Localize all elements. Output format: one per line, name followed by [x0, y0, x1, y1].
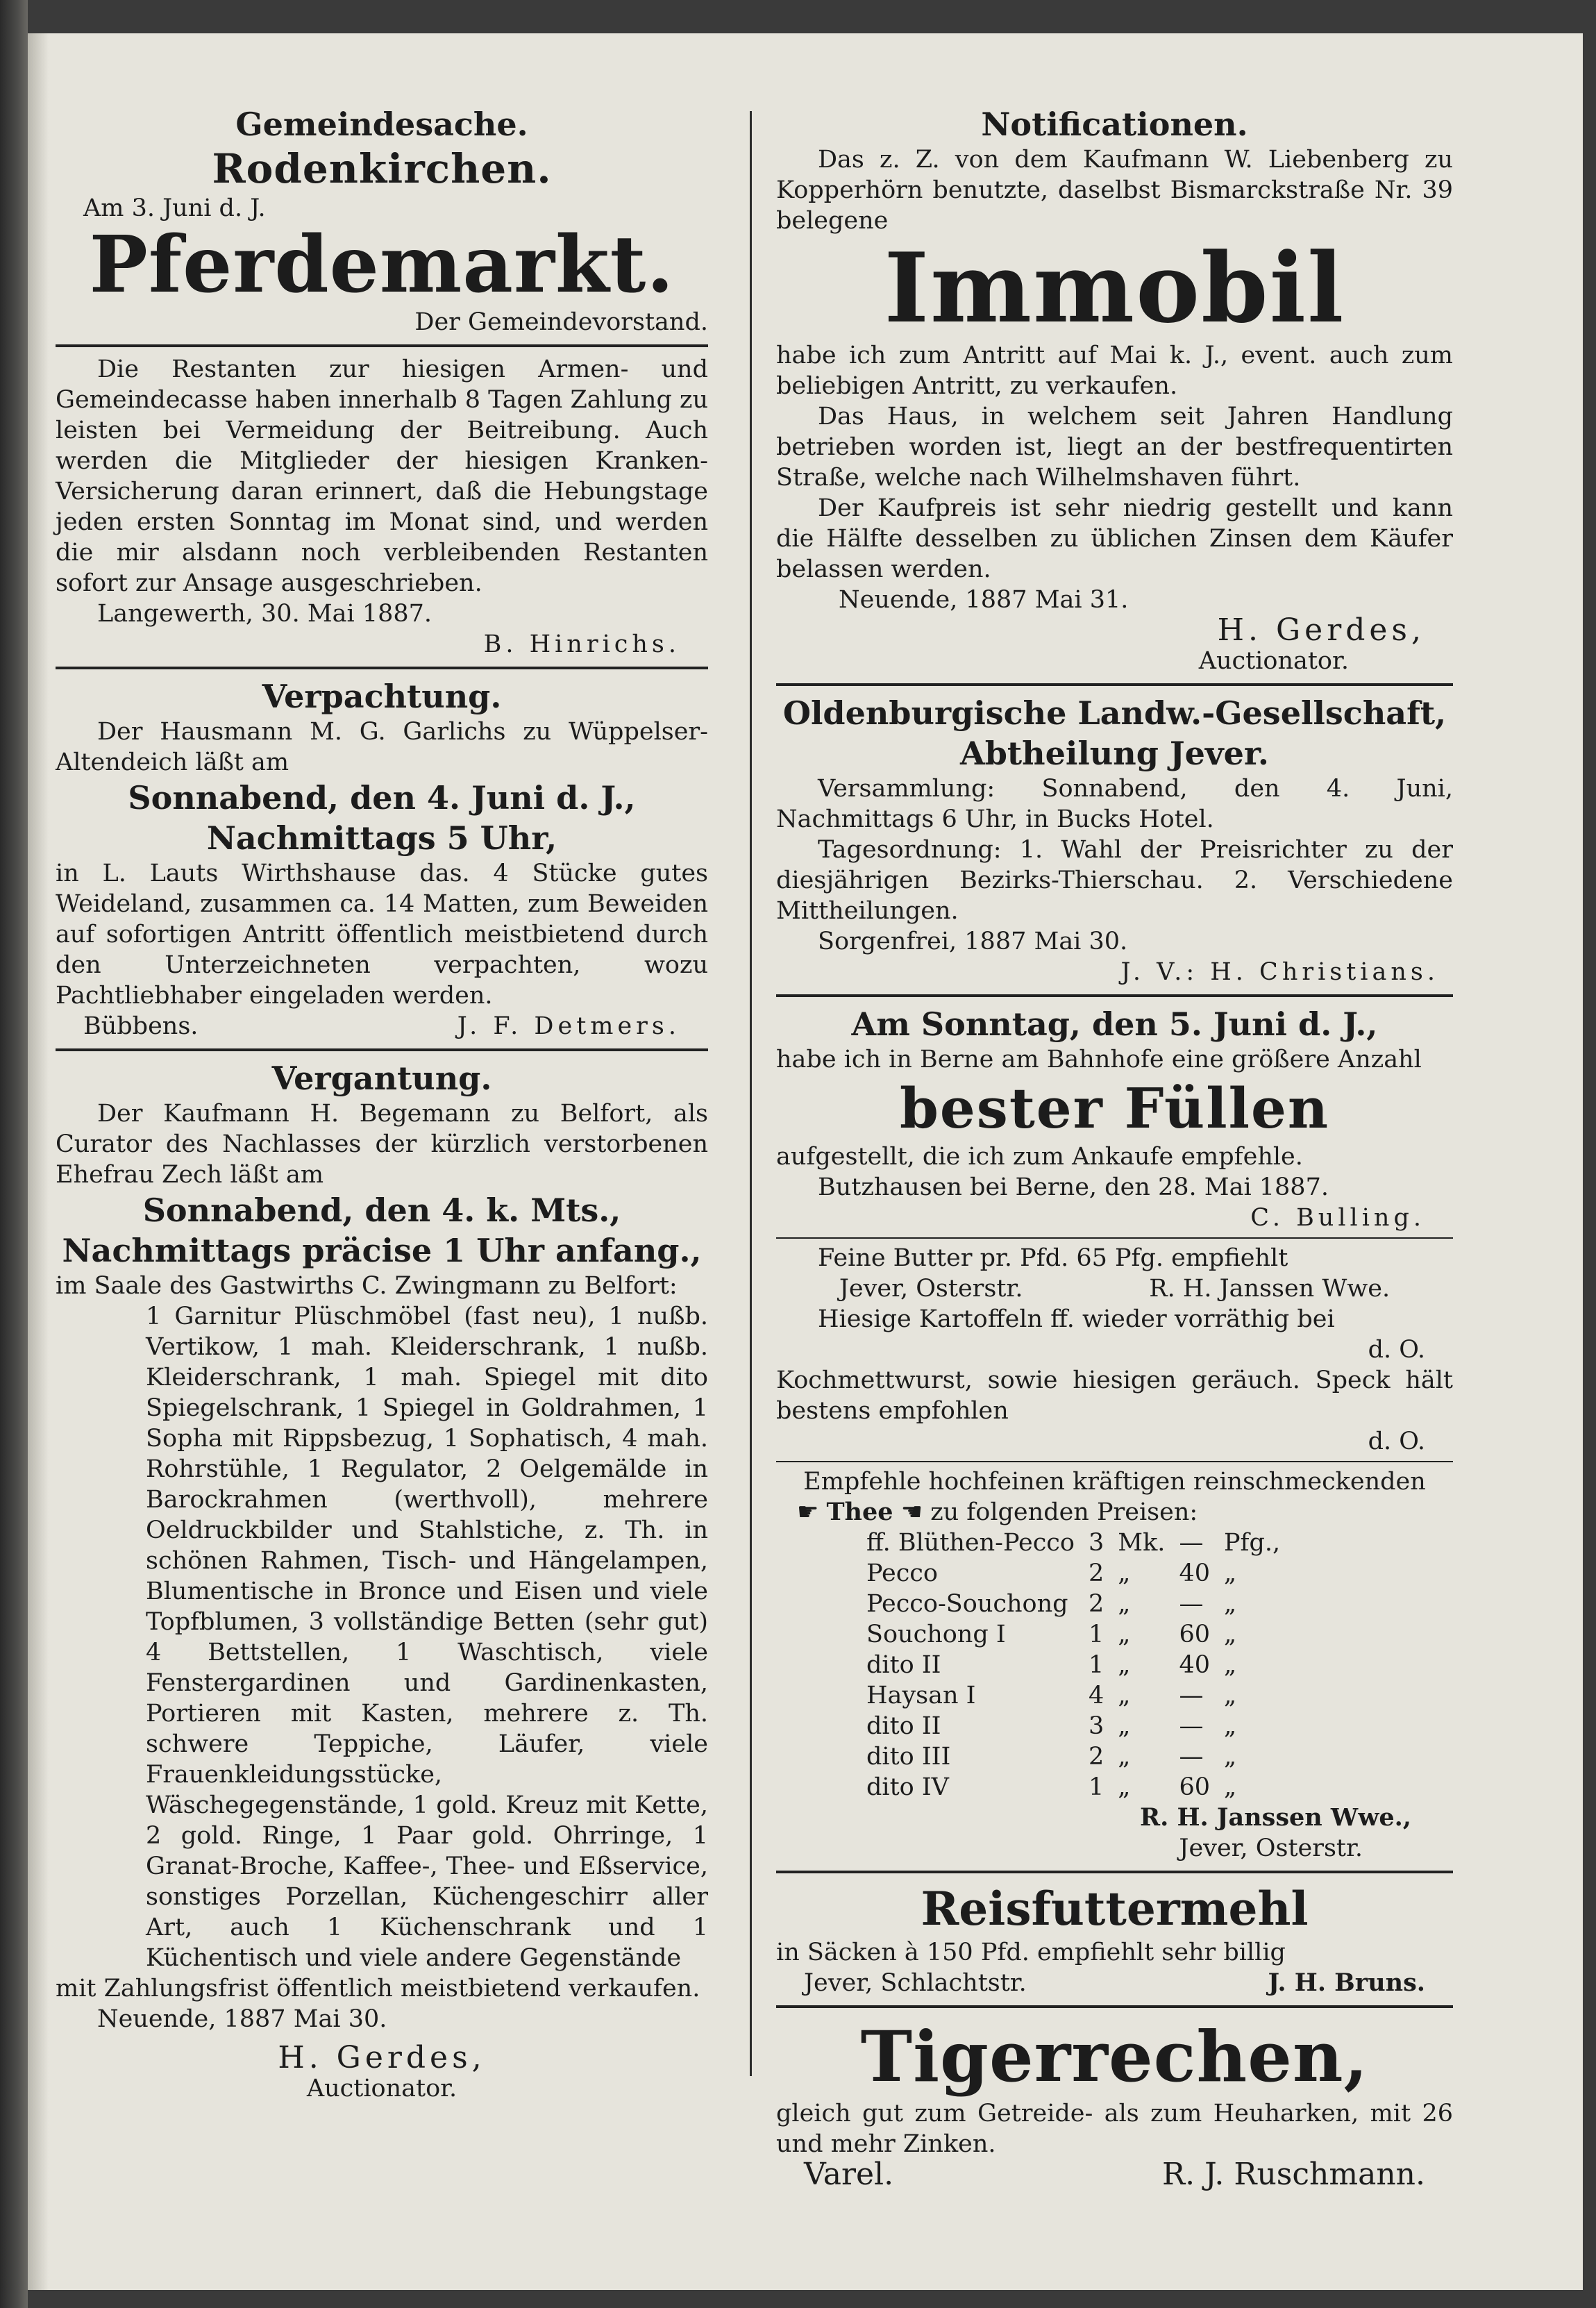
signer: R. H. Janssen Wwe. — [1149, 1275, 1391, 1303]
signer: R. J. Ruschmann. — [1162, 2157, 1425, 2192]
ad-body: Tagesordnung: 1. Wahl der Preisrichter zu der diesjährigen Bezirks-Thierschau. 2. Verschiedene Mittheilungen. — [776, 836, 1453, 925]
ad-headline: Pferdemarkt. — [89, 219, 675, 310]
price-cell-unit: Mk. — [1118, 1529, 1166, 1557]
price-cell-mk: 4 — [1088, 1682, 1104, 1709]
ad-footer — [776, 1273, 1453, 1304]
place: Jever, Osterstr. — [1179, 1834, 1363, 1862]
section-kicker: Gemeindesache. — [235, 106, 528, 143]
price-cell-pfu: „ — [1223, 1712, 1237, 1740]
ad-intro: Empfehle hochfeinen kräftigen reinschmeckenden — [803, 1468, 1426, 1496]
price-cell-mk: 3 — [1088, 1529, 1104, 1557]
place-date: Butzhausen bei Berne, den 28. Mai 1887. — [818, 1173, 1329, 1201]
ad-body: habe ich in Berne am Bahnhofe eine größere Anzahl — [776, 1046, 1422, 1073]
ad-thee — [776, 1466, 1453, 1864]
pointing-hand-icon: ☛ — [797, 1498, 827, 1526]
separator-rule — [776, 683, 1453, 686]
price-cell-mk: 1 — [1088, 1773, 1104, 1801]
ad-body: Die Restanten zur hiesigen Armen- und Gemeindecasse haben innerhalb 8 Tagen Zahlung zu leisten bei Vermeidung der Beitreibung. Auch werden die Mitglieder der hiesigen Kranken-Versicherung daran erinnert, daß die Hebungstage jeden ersten Sonntag im Monat sind, und werden die mir alsdann noch verbleibenden Restanten sofort zur Ansage ausgeschrieben. — [56, 356, 708, 597]
place: Jever, Osterstr. — [839, 1275, 1023, 1303]
place-date: Sorgenfrei, 1887 Mai 30. — [818, 928, 1128, 955]
ad-restanten — [56, 354, 708, 660]
price-cell-pfu: „ — [1223, 1651, 1237, 1679]
separator-rule — [56, 344, 708, 347]
ad-pferdemarkt — [56, 104, 708, 337]
ad-body: Versammlung: Sonnabend, den 4. Juni, Nachmittags 6 Uhr, in Bucks Hotel. — [776, 775, 1453, 833]
price-row — [859, 1772, 1287, 1803]
ad-when-time: Nachmittags 5 Uhr, — [206, 819, 557, 857]
ad-body: aufgestellt, die ich zum Ankaufe empfehle. — [776, 1143, 1303, 1171]
price-cell-pf: — — [1179, 1529, 1204, 1557]
price-cell-mk: 2 — [1088, 1590, 1104, 1618]
ad-footer — [776, 1968, 1453, 1998]
ad-when: Sonnabend, den 4. k. Mts., — [142, 1191, 621, 1229]
price-row — [859, 1650, 1287, 1680]
price-row — [859, 1711, 1287, 1741]
place-date: Langewerth, 30. Mai 1887. — [97, 600, 432, 628]
ad-body: in L. Lauts Wirthshause das. 4 Stücke gutes Weideland, zusammen ca. 14 Matten, zum Beweiden auf sofortigen Antritt öffentlich meistbietend durch den Unterzeichneten verpachten, wozu Pachtliebhaber eingeladen werden. — [56, 860, 708, 1010]
ad-title: Verpachtung. — [262, 678, 502, 715]
place: Bübbens. — [83, 1012, 199, 1040]
price-row — [859, 1589, 1287, 1619]
place-date: Neuende, 1887 Mai 30. — [97, 2005, 387, 2033]
ad-tigerrechen — [776, 2015, 1453, 2190]
price-cell-unit: „ — [1118, 1712, 1131, 1740]
price-row — [859, 1558, 1287, 1589]
price-cell-name: dito IV — [866, 1773, 949, 1801]
price-row — [859, 1741, 1287, 1772]
price-cell-pfu: „ — [1223, 1682, 1237, 1709]
signer: R. H. Janssen Wwe., — [1140, 1803, 1411, 1832]
price-cell-unit: „ — [1118, 1621, 1131, 1648]
ad-headline: Immobil — [884, 231, 1345, 344]
ad-body: Feine Butter pr. Pfd. 65 Pfg. empfiehlt — [818, 1244, 1288, 1272]
separator-rule — [776, 1871, 1453, 1873]
price-cell-mk: 1 — [1088, 1651, 1104, 1679]
ad-fuellen — [776, 1004, 1453, 1233]
ad-intro-2: zu folgenden Preisen: — [930, 1498, 1198, 1526]
price-cell-name: Pecco-Souchong — [866, 1590, 1068, 1618]
right-column — [776, 104, 1453, 2190]
ad-headline: Tigerrechen, — [860, 2016, 1369, 2098]
place-heading: Rodenkirchen. — [212, 145, 552, 192]
price-cell-pfu: „ — [1223, 1559, 1237, 1587]
ad-reisfuttermehl — [776, 1880, 1453, 1998]
signer: H. Gerdes, — [278, 2040, 486, 2075]
price-cell-name: Pecco — [866, 1559, 938, 1587]
signer: J. F. Detmers. — [457, 1012, 680, 1040]
page-edge-shadow — [28, 33, 49, 2290]
price-cell-name: Souchong I — [866, 1621, 1006, 1648]
signer: Der Gemeindevorstand. — [414, 308, 708, 336]
signer: J. V.: H. Christians. — [1120, 958, 1439, 986]
price-cell-unit: „ — [1118, 1773, 1131, 1801]
ad-title: Oldenburgische Landw.-Gesellschaft, — [782, 694, 1447, 732]
ad-body: Hiesige Kartoffeln ff. wieder vorräthig bei — [818, 1305, 1335, 1333]
ad-footer — [56, 1011, 708, 1042]
ad-verpachtung — [56, 676, 708, 1042]
signer: d. O. — [1368, 1336, 1425, 1364]
price-cell-pf: 60 — [1179, 1773, 1210, 1801]
ad-immobil — [776, 104, 1453, 676]
price-cell-pf: — — [1179, 1712, 1204, 1740]
ad-landwirtschaft — [776, 693, 1453, 987]
price-cell-pf: 40 — [1179, 1651, 1210, 1679]
separator-rule — [56, 667, 708, 669]
place: Jever, Schlachtstr. — [804, 1969, 1027, 1997]
price-cell-pfu: „ — [1223, 1621, 1237, 1648]
price-cell-pfu: Pfg., — [1223, 1529, 1281, 1557]
price-cell-unit: „ — [1118, 1682, 1131, 1709]
price-cell-mk: 1 — [1088, 1621, 1104, 1648]
ad-body: Das z. Z. von dem Kaufmann W. Liebenberg zu Kopperhörn benutzte, daselbst Bismarckstraße Nr. 39 belegene — [776, 146, 1453, 235]
ad-body: Das Haus, in welchem seit Jahren Handlung betrieben worden ist, liegt an der bestfrequentirten Straße, welche nach Wilhelmshaven führt. — [776, 403, 1453, 492]
ad-butter — [776, 1243, 1453, 1457]
price-row — [859, 1680, 1287, 1711]
separator-rule — [776, 994, 1453, 997]
ad-product-line — [776, 1497, 1453, 1528]
price-cell-pf: — — [1179, 1682, 1204, 1709]
separator-rule — [776, 1461, 1453, 1462]
column-divider — [750, 111, 752, 2076]
price-cell-mk: 3 — [1088, 1712, 1104, 1740]
price-cell-pfu: „ — [1223, 1773, 1237, 1801]
ad-headline: bester Füllen — [899, 1076, 1330, 1141]
signer: H. Gerdes, — [1217, 612, 1425, 648]
ad-body: Der Kaufpreis ist sehr niedrig gestellt und kann die Hälfte desselben zu üblichen Zinsen dem Käufer belassen werden. — [776, 494, 1453, 583]
ad-venue: im Saale des Gastwirths C. Zwingmann zu Belfort: — [56, 1272, 678, 1300]
price-row — [859, 1619, 1287, 1650]
ad-items: 1 Garnitur Plüschmöbel (fast neu), 1 nußb. Vertikow, 1 mah. Kleiderschrank, 1 nußb. Kleiderschrank, 1 mah. Spiegel mit dito Spiegelschrank, 1 Spiegel in Goldrahmen, 1 Sopha mit Rippsbezug, 1 Sophatisch, 4 mah. Rohrstühle, 1 Regulator, 2 Oelgemälde in Barockrahmen (werthvoll), mehrere Oeldruckbilder und Stahlstiche, z. Th. in schönen Rahmen, Tisch- und Hängelampen, Blumentische in Bronce und Eisen und viele Topfblumen, 3 vollständige Betten (sehr gut) 4 Bettstellen, 1 Waschtisch, viele Fenstergardinen und Gardinenkasten, Portieren mit Kasten, mehrere z. Th. schwere Teppiche, Läufer, viele Frauenkleidungsstücke, Wäschegegenstände, 1 gold. Kreuz mit Kette, 2 gold. Ringe, 1 Paar gold. Ohrringe, 1 Granat-Broche, Kaffee-, Thee- und Eßservice, sonstiges Porzellan, Küchengeschirr aller Art, auch 1 Küchenschrank und 1 Küchentisch und viele andere Gegenstände — [146, 1303, 708, 1972]
place-date: Neuende, 1887 Mai 31. — [839, 586, 1129, 614]
ad-title: Am Sonntag, den 5. Juni d. J., — [851, 1005, 1378, 1043]
ad-body: in Säcken à 150 Pfd. empfiehlt sehr billig — [776, 1939, 1286, 1966]
price-cell-name: dito II — [866, 1651, 941, 1679]
ad-when-time: Nachmittags präcise 1 Uhr anfang., — [62, 1232, 702, 1269]
price-cell-pf: 40 — [1179, 1559, 1210, 1587]
price-cell-mk: 2 — [1088, 1743, 1104, 1771]
price-cell-mk: 2 — [1088, 1559, 1104, 1587]
ad-headline: Reisfuttermehl — [921, 1882, 1309, 1936]
price-cell-unit: „ — [1118, 1651, 1131, 1679]
place: Varel. — [804, 2157, 894, 2192]
price-cell-pfu: „ — [1223, 1743, 1237, 1771]
ad-terms: mit Zahlungsfrist öffentlich meistbietend verkaufen. — [56, 1975, 700, 2002]
price-cell-name: dito III — [866, 1743, 951, 1771]
signer: B. Hinrichs. — [483, 630, 680, 658]
signer-role: Auctionator. — [1198, 647, 1349, 675]
ad-footer — [776, 2159, 1453, 2190]
pointing-hand-icon: ☚ — [900, 1498, 931, 1526]
ad-body: gleich gut zum Getreide- als zum Heuharken, mit 26 und mehr Zinken. — [776, 2100, 1453, 2158]
separator-rule — [776, 1237, 1453, 1239]
ad-body: habe ich zum Antritt auf Mai k. J., event. auch zum beliebigen Antritt, zu verkaufen. — [776, 342, 1453, 400]
price-cell-name: Haysan I — [866, 1682, 976, 1709]
ad-vergantung — [56, 1058, 708, 2104]
price-cell-pf: 60 — [1179, 1621, 1210, 1648]
product-name: Thee — [826, 1498, 893, 1526]
price-row — [859, 1528, 1287, 1558]
ad-intro: Der Hausmann M. G. Garlichs zu Wüppelser-Altendeich läßt am — [56, 718, 708, 776]
ad-when: Sonnabend, den 4. Juni d. J., — [128, 779, 636, 817]
price-cell-unit: „ — [1118, 1743, 1131, 1771]
left-column — [56, 104, 708, 2104]
price-table — [859, 1528, 1287, 1803]
separator-rule — [56, 1048, 708, 1051]
price-cell-pf: — — [1179, 1743, 1204, 1771]
book-spine — [0, 0, 28, 2308]
separator-rule — [776, 2005, 1453, 2008]
price-cell-name: ff. Blüthen-Pecco — [866, 1529, 1075, 1557]
price-cell-name: dito II — [866, 1712, 941, 1740]
ad-title: Notificationen. — [981, 106, 1248, 143]
price-cell-unit: „ — [1118, 1590, 1131, 1618]
ad-intro: Der Kaufmann H. Begemann zu Belfort, als Curator des Nachlasses der kürzlich verstorbenen Ehefrau Zech läßt am — [56, 1100, 708, 1189]
ad-title: Vergantung. — [271, 1060, 492, 1097]
ad-subtitle: Abtheilung Jever. — [960, 735, 1269, 772]
price-cell-pf: — — [1179, 1590, 1204, 1618]
signer-role: Auctionator. — [306, 2075, 457, 2102]
signer: d. O. — [1368, 1428, 1425, 1455]
date-line: Am 3. Juni d. J. — [83, 194, 266, 222]
price-cell-pfu: „ — [1223, 1590, 1237, 1618]
price-cell-unit: „ — [1118, 1559, 1131, 1587]
signer: J. H. Bruns. — [1268, 1968, 1425, 1997]
signer: C. Bulling. — [1250, 1204, 1425, 1232]
ad-body: Kochmettwurst, sowie hiesigen geräuch. Speck hält bestens empfohlen — [776, 1366, 1453, 1425]
